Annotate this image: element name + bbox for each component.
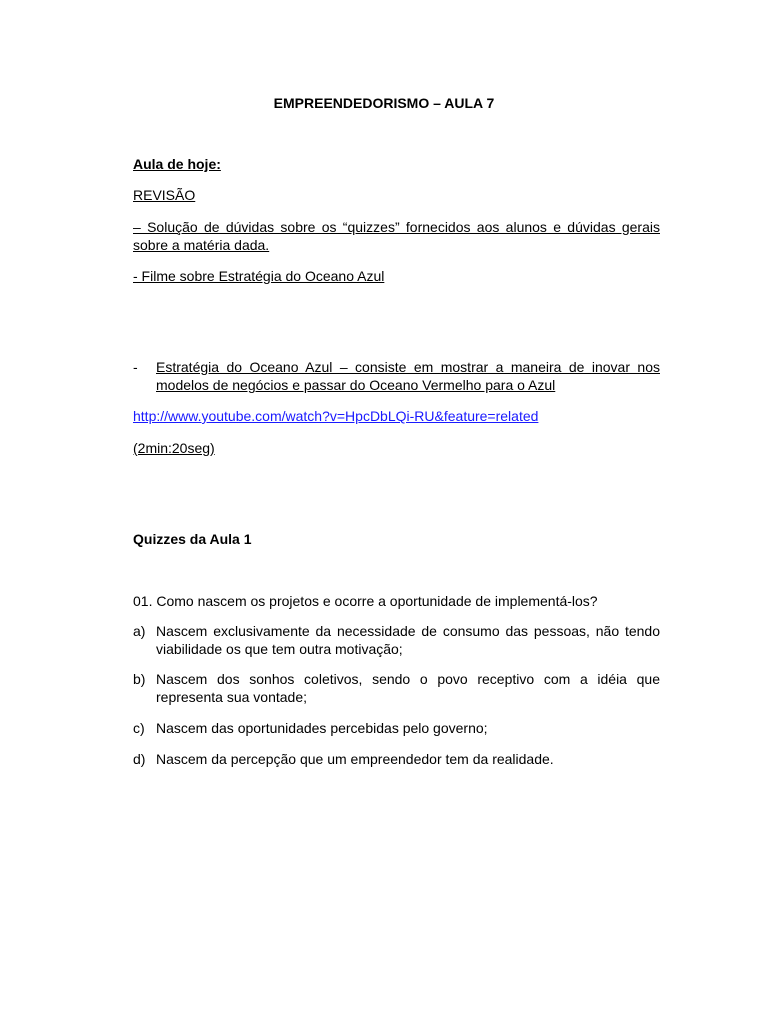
section-heading-aula-de-hoje: Aula de hoje: <box>133 156 221 172</box>
option-marker: c) <box>133 720 145 736</box>
movie-duration: (2min:20seg) <box>133 440 215 456</box>
document-title: EMPREENDEDORISMO – AULA 7 <box>273 95 495 111</box>
movie-description-item <box>133 358 660 394</box>
quiz-option-a <box>133 622 660 658</box>
option-marker: b) <box>133 671 146 687</box>
movie-description: Estratégia do Oceano Azul – consiste em mostrar a maneira de inovar nos modelos de negócios e passar do Oceano Vermelho para o Azul <box>156 359 660 393</box>
option-text: Nascem da percepção que um empreendedor tem da realidade. <box>156 751 554 767</box>
option-text: Nascem das oportunidades percebidas pelo governo; <box>156 720 488 736</box>
section-heading-quizzes: Quizzes da Aula 1 <box>133 531 252 547</box>
option-text: Nascem dos sonhos coletivos, sendo o povo receptivo com a idéia que representa sua vontade; <box>156 671 660 705</box>
option-marker: a) <box>133 623 146 639</box>
quiz-question: 01. Como nascem os projetos e ocorre a oportunidade de implementá-los? <box>133 593 598 609</box>
bullet-marker: - <box>133 359 138 375</box>
revisao-label: REVISÃO <box>133 187 196 203</box>
intro-line-quizzes: – Solução de dúvidas sobre os “quizzes” fornecidos aos alunos e dúvidas gerais sobre a matéria dada. <box>133 219 660 253</box>
quiz-option-c <box>133 719 660 737</box>
intro-line-movie: - Filme sobre Estratégia do Oceano Azul <box>133 268 385 284</box>
option-marker: d) <box>133 751 146 767</box>
quiz-option-b <box>133 670 660 706</box>
option-text: Nascem exclusivamente da necessidade de consumo das pessoas, não tendo viabilidade os que tem outra motivação; <box>156 623 660 657</box>
youtube-link[interactable]: http://www.youtube.com/watch?v=HpcDbLQi-RU&feature=related <box>133 408 539 424</box>
quiz-option-d <box>133 750 660 768</box>
